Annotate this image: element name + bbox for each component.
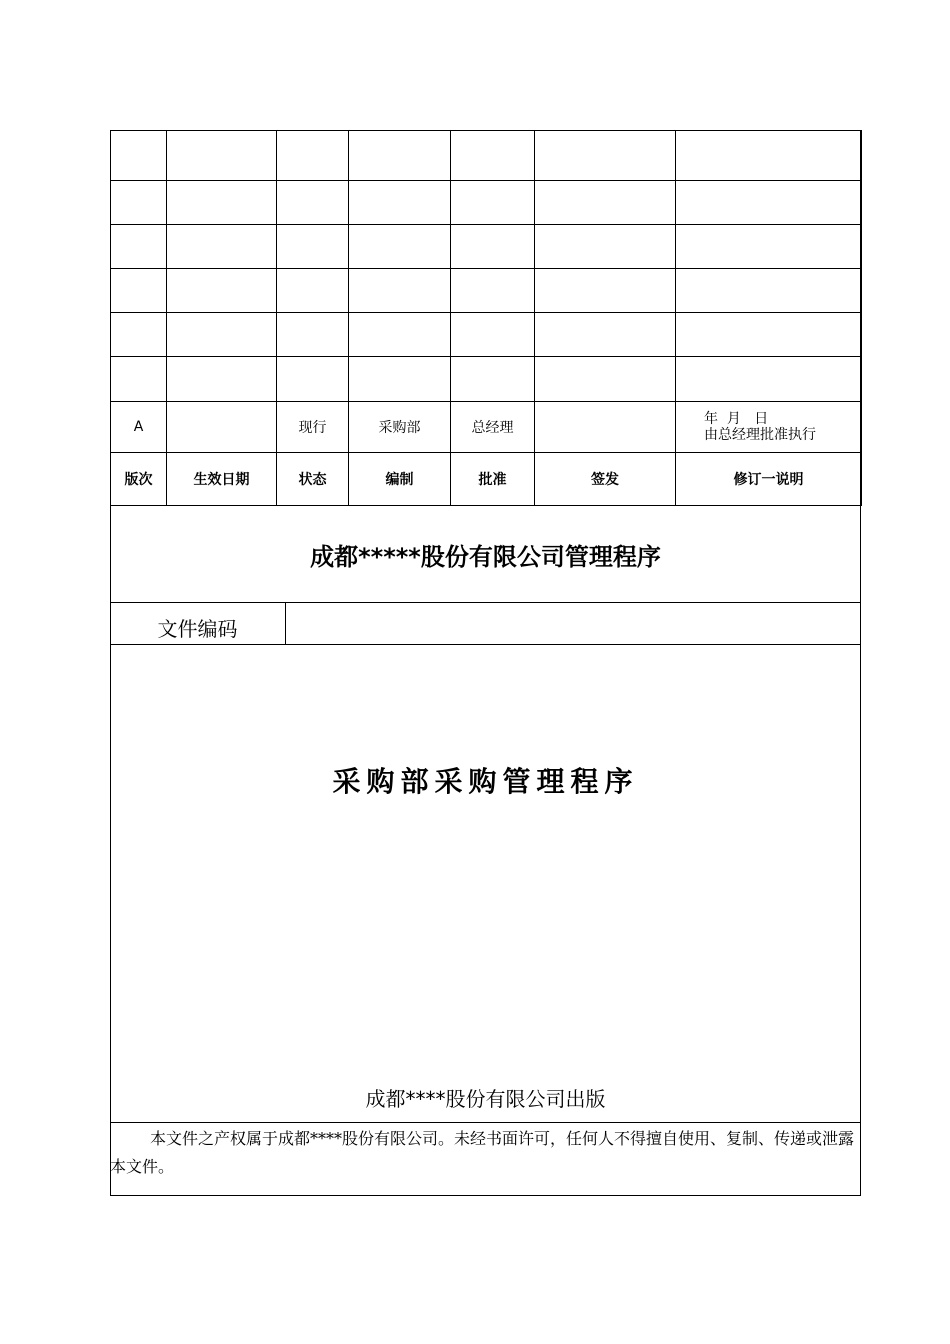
revision-row-empty (111, 181, 862, 225)
revision-note-cell (676, 402, 862, 453)
header-status: 状态 (277, 453, 349, 506)
revision-note-date: 年 月 日 (704, 411, 769, 427)
prepared-by-cell: 采购部 (349, 402, 451, 453)
revision-row-empty (111, 131, 862, 181)
status-cell: 现行 (277, 402, 349, 453)
header-revision-note: 修订一说明 (676, 453, 862, 506)
issued-by-cell (535, 402, 676, 453)
revision-row-empty (111, 313, 862, 357)
revision-row-current (111, 402, 862, 453)
effective-date-cell (167, 402, 277, 453)
file-code-row (110, 603, 861, 645)
revision-header-row (111, 453, 862, 506)
header-approved-by: 批准 (451, 453, 535, 506)
revision-note-text: 由总经理批准执行 (704, 427, 816, 443)
revision-table (110, 130, 862, 506)
company-program-title: 成都*****股份有限公司管理程序 (110, 505, 861, 603)
revision-row-empty (111, 269, 862, 313)
file-code-value (287, 603, 861, 644)
version-cell: A (111, 402, 167, 453)
header-issued-by: 签发 (535, 453, 676, 506)
header-version: 版次 (111, 453, 167, 506)
document-title: 采购部采购管理程序 (332, 765, 639, 798)
revision-row-empty (111, 225, 862, 269)
publisher-line: 成都****股份有限公司出版 (365, 1087, 606, 1111)
revision-row-empty (111, 357, 862, 402)
copyright-notice: 本文件之产权属于成都****股份有限公司。未经书面许可，任何人不得擅自使用、复制、传递或泄露本文件。 (110, 1122, 861, 1196)
header-effective-date: 生效日期 (167, 453, 277, 506)
header-prepared-by: 编制 (349, 453, 451, 506)
approved-by-cell: 总经理 (451, 402, 535, 453)
file-code-label: 文件编码 (110, 603, 286, 644)
